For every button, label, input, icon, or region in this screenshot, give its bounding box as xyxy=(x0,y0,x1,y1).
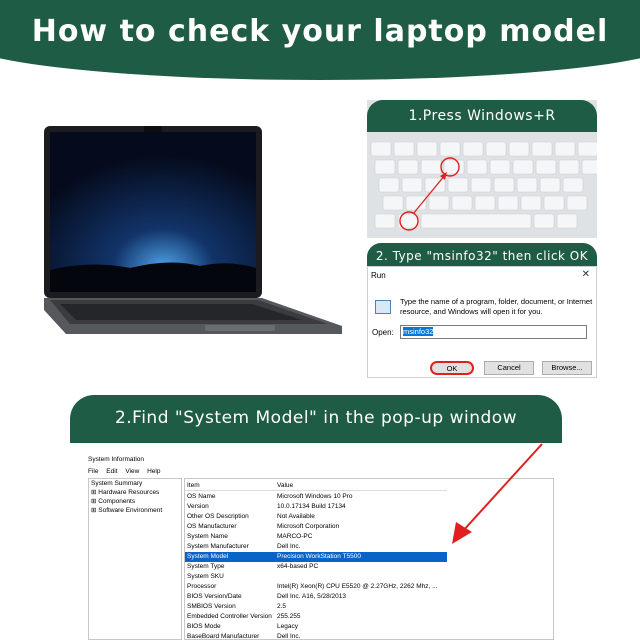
table-row[interactable] xyxy=(185,532,447,542)
row-value: 10.0.17134 Build 17134 xyxy=(277,503,346,510)
row-item: OS Manufacturer xyxy=(187,523,237,530)
row-item: System SKU xyxy=(187,573,224,580)
browse-button[interactable]: Browse... xyxy=(542,361,592,375)
page-title: How to check your laptop model xyxy=(31,14,609,49)
table-row[interactable] xyxy=(185,552,447,562)
row-value: Dell Inc. xyxy=(277,543,301,550)
arrow-icon xyxy=(424,440,564,550)
open-input-value: msinfo32 xyxy=(403,327,434,336)
table-row[interactable] xyxy=(185,502,447,512)
menu-view[interactable]: View xyxy=(125,468,140,475)
row-value: 255.255 xyxy=(277,613,301,620)
tree-item-hardware-resources[interactable]: ⊞ Hardware Resources xyxy=(91,489,160,496)
menu-help[interactable]: Help xyxy=(147,468,161,475)
table-row[interactable] xyxy=(185,582,447,592)
open-input[interactable] xyxy=(400,325,587,339)
run-dialog-title: Run xyxy=(371,271,386,280)
step1-label: 1.Press Windows+R xyxy=(408,108,556,124)
row-item: BaseBoard Manufacturer xyxy=(187,633,260,640)
sysinfo-tree xyxy=(88,478,182,640)
row-value: Microsoft Corporation xyxy=(277,523,340,530)
sysinfo-title: System Information xyxy=(88,456,144,463)
row-value: Legacy xyxy=(277,623,298,630)
step3-label: 2.Find "System Model" in the pop-up window xyxy=(114,408,518,428)
row-item: SMBIOS Version xyxy=(187,603,236,610)
row-value: Intel(R) Xeon(R) CPU E5520 @ 2.27GHz, 2262 Mhz, ... xyxy=(277,583,438,590)
table-row[interactable] xyxy=(185,572,447,582)
sysinfo-menu xyxy=(88,468,166,475)
table-row[interactable] xyxy=(185,542,447,552)
run-dialog-description: Type the name of a program, folder, document, or Internet resource, and Windows will open it for you. xyxy=(400,297,593,316)
open-label: Open: xyxy=(372,328,394,337)
row-item: Processor xyxy=(187,583,217,590)
table-row[interactable] xyxy=(185,622,447,632)
table-row[interactable] xyxy=(185,592,447,602)
close-icon[interactable]: ✕ xyxy=(581,269,590,280)
table-row[interactable] xyxy=(185,522,447,532)
ok-button[interactable]: OK xyxy=(430,361,474,375)
step2-label: 2. Type "msinfo32" then click OK xyxy=(375,249,589,263)
system-information-window xyxy=(84,450,554,640)
table-row[interactable] xyxy=(185,512,447,522)
column-value: Value xyxy=(277,482,294,489)
row-item: Embedded Controller Version xyxy=(187,613,272,620)
row-value: Microsoft Windows 10 Pro xyxy=(277,493,353,500)
table-row[interactable] xyxy=(185,612,447,622)
row-item: System Type xyxy=(187,563,225,570)
cancel-button[interactable]: Cancel xyxy=(484,361,534,375)
row-value: x64-based PC xyxy=(277,563,319,570)
row-value: Not Available xyxy=(277,513,315,520)
row-value: Precision WorkStation T5500 xyxy=(277,553,361,560)
row-item: Version xyxy=(187,503,209,510)
menu-file[interactable]: File xyxy=(88,468,99,475)
table-row[interactable] xyxy=(185,562,447,572)
row-item: Other OS Description xyxy=(187,513,249,520)
run-dialog xyxy=(367,266,597,378)
tree-item-system-summary[interactable]: System Summary xyxy=(91,480,143,487)
table-row[interactable] xyxy=(185,492,447,502)
table-header xyxy=(185,481,447,491)
row-value: MARCO-PC xyxy=(277,533,313,540)
menu-edit[interactable]: Edit xyxy=(106,468,118,475)
row-item: System Manufacturer xyxy=(187,543,249,550)
row-value: Dell Inc. xyxy=(277,633,301,640)
tree-item-software-environment[interactable]: ⊞ Software Environment xyxy=(91,507,163,514)
run-app-icon xyxy=(375,300,391,314)
row-item: System Model xyxy=(187,553,229,560)
table-row[interactable] xyxy=(185,602,447,612)
tree-item-components[interactable]: ⊞ Components xyxy=(91,498,136,505)
row-value: Dell Inc. A16, 5/28/2013 xyxy=(277,593,347,600)
row-value: 2.5 xyxy=(277,603,287,610)
row-item: BIOS Mode xyxy=(187,623,221,630)
row-item: OS Name xyxy=(187,493,216,500)
row-item: System Name xyxy=(187,533,228,540)
row-item: BIOS Version/Date xyxy=(187,593,242,600)
laptop-image xyxy=(40,120,350,360)
table-row[interactable] xyxy=(185,632,447,640)
column-item: Item xyxy=(187,482,200,489)
